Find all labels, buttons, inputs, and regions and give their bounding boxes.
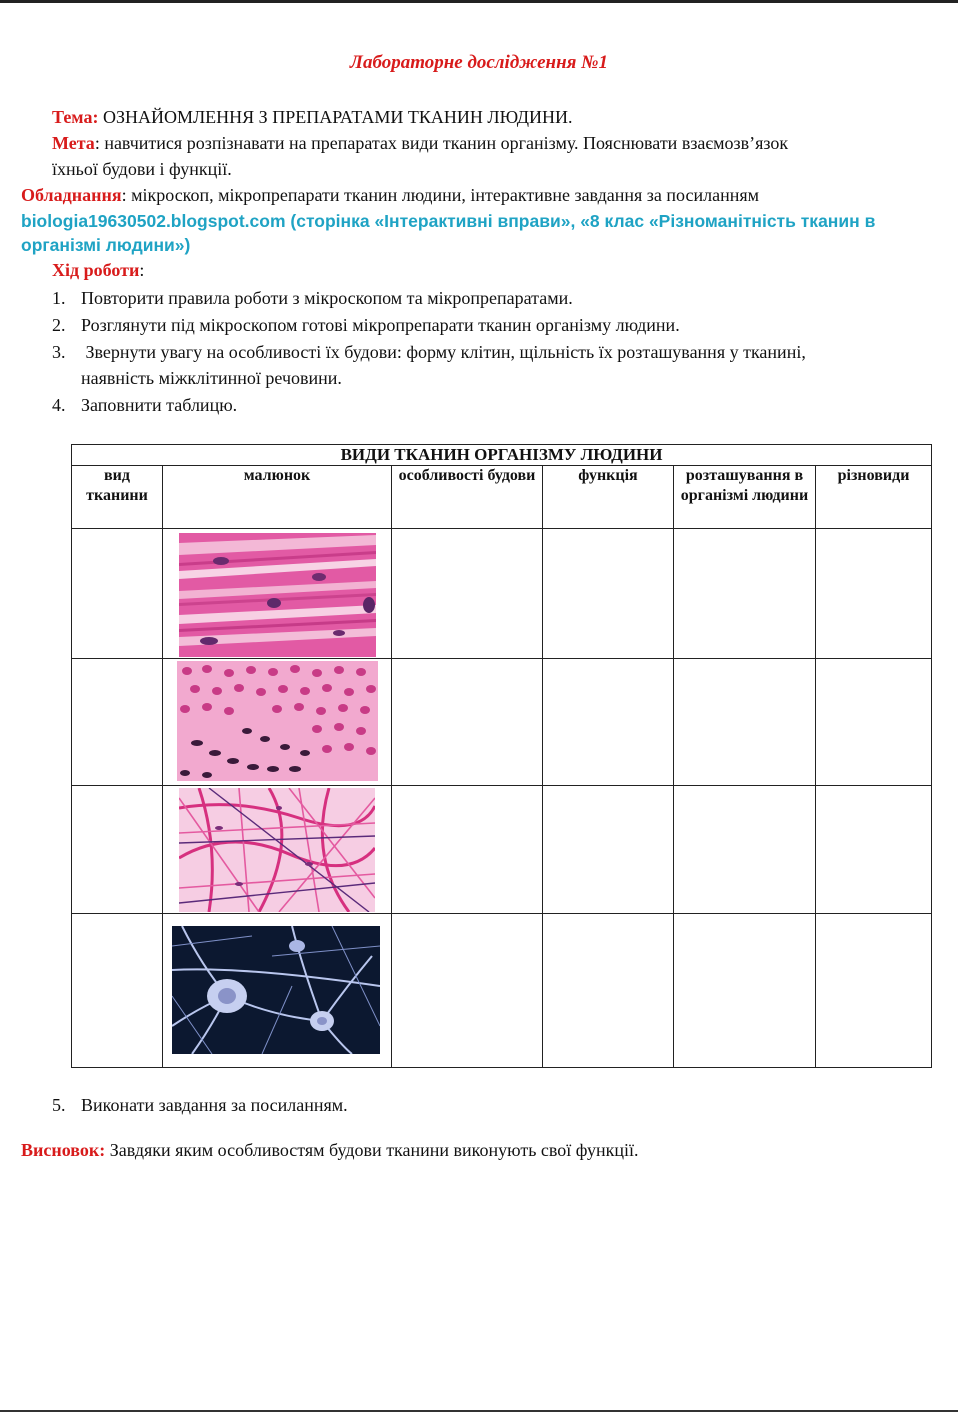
- cell-location[interactable]: [674, 529, 816, 659]
- header-function: функція: [543, 466, 674, 529]
- step-item: [52, 314, 680, 336]
- cell-drawing: [163, 659, 392, 785]
- cell-tissue-type[interactable]: [72, 785, 163, 913]
- step-text: Звернути увагу на особливості їх будови: форму клітин, щільність їх розташування у тканині,: [81, 342, 806, 362]
- topic-text: ОЗНАЙОМЛЕННЯ З ПРЕПАРАТАМИ ТКАНИН ЛЮДИНИ.: [98, 107, 573, 127]
- muscle-tissue-image: [179, 533, 376, 657]
- cell-location[interactable]: [674, 659, 816, 785]
- equipment-label: Обладнання: [21, 185, 122, 205]
- cell-tissue-type[interactable]: [72, 913, 163, 1067]
- cell-varieties[interactable]: [816, 785, 932, 913]
- top-border: [0, 0, 958, 3]
- step-text: Виконати завдання за посиланням.: [81, 1095, 348, 1115]
- topic-line: [52, 106, 573, 128]
- step-item: [52, 287, 573, 309]
- step-number: 2.: [52, 315, 66, 335]
- step-text: Заповнити таблицю.: [81, 395, 238, 415]
- header-structure: особливості будови: [392, 466, 543, 529]
- conclusion-label: Висновок:: [21, 1140, 106, 1160]
- tissue-table: [71, 444, 932, 1068]
- nervous-tissue-image: [172, 926, 380, 1054]
- cell-function[interactable]: [543, 913, 674, 1067]
- cell-varieties[interactable]: [816, 659, 932, 785]
- header-varieties: різновиди: [816, 466, 932, 529]
- cell-structure[interactable]: [392, 529, 543, 659]
- equipment-text: : мікроскоп, мікропрепарати тканин людини, інтерактивне завдання за посиланням: [121, 185, 760, 205]
- step-text-continued: наявність міжклітинної речовини.: [81, 368, 342, 388]
- cell-drawing: [163, 785, 392, 913]
- cell-drawing: [163, 913, 392, 1067]
- table-caption: ВИДИ ТКАНИН ОРГАНІЗМУ ЛЮДИНИ: [72, 445, 932, 466]
- procedure-colon: :: [139, 260, 145, 280]
- goal-label: Мета: [52, 133, 95, 153]
- step-number: 4.: [52, 395, 66, 415]
- cell-tissue-type[interactable]: [72, 659, 163, 785]
- epithelial-tissue-image: [177, 661, 378, 781]
- topic-label: Тема:: [52, 107, 99, 127]
- table-row: [72, 659, 932, 785]
- cell-tissue-type[interactable]: [72, 529, 163, 659]
- header-tissue-type: вид тканини: [72, 466, 163, 529]
- step-text: Розглянути під мікроскопом готові мікропрепарати тканин організму людини.: [81, 315, 680, 335]
- connective-tissue-image: [179, 788, 375, 912]
- goal-text: : навчитися розпізнавати на препаратах види тканин організму. Пояснювати взаємозв’язок: [94, 133, 789, 153]
- cell-structure[interactable]: [392, 785, 543, 913]
- step-number: 3.: [52, 342, 66, 362]
- procedure-label: Хід роботи: [52, 260, 140, 280]
- table-row: [72, 529, 932, 659]
- conclusion-line: [21, 1139, 639, 1161]
- cell-drawing: [163, 529, 392, 659]
- cell-varieties[interactable]: [816, 913, 932, 1067]
- step-number: 5.: [52, 1095, 66, 1115]
- goal-line-2: їхньої будови і функції.: [52, 159, 232, 179]
- equipment-line: [21, 184, 759, 206]
- step-number: 1.: [52, 288, 66, 308]
- cell-location[interactable]: [674, 785, 816, 913]
- cell-location[interactable]: [674, 913, 816, 1067]
- goal-line: [52, 132, 788, 154]
- header-location: розташування в організмі людини: [674, 466, 816, 529]
- cell-function[interactable]: [543, 529, 674, 659]
- conclusion-text: Завдяки яким особливостям будови тканини виконують свої функції.: [105, 1140, 639, 1160]
- procedure-heading: [52, 259, 144, 281]
- header-drawing: малюнок: [163, 466, 392, 529]
- cell-structure[interactable]: [392, 659, 543, 785]
- cell-function[interactable]: [543, 659, 674, 785]
- page-title: Лабораторне дослідження №1: [349, 52, 609, 73]
- table-row: [72, 785, 932, 913]
- step-item: [52, 341, 806, 363]
- cell-varieties[interactable]: [816, 529, 932, 659]
- cell-function[interactable]: [543, 785, 674, 913]
- step-item: [52, 394, 237, 416]
- cell-structure[interactable]: [392, 913, 543, 1067]
- resource-link[interactable]: biologia19630502.blogspot.com (сторінка «Інтерактивні вправи», «8 клас «Різноманітність тканин в: [21, 211, 876, 231]
- table-row: [72, 913, 932, 1067]
- step-text: Повторити правила роботи з мікроскопом та мікропрепаратами.: [81, 288, 573, 308]
- resource-link-2[interactable]: організмі людини»): [21, 235, 191, 255]
- step-item: [52, 1094, 348, 1116]
